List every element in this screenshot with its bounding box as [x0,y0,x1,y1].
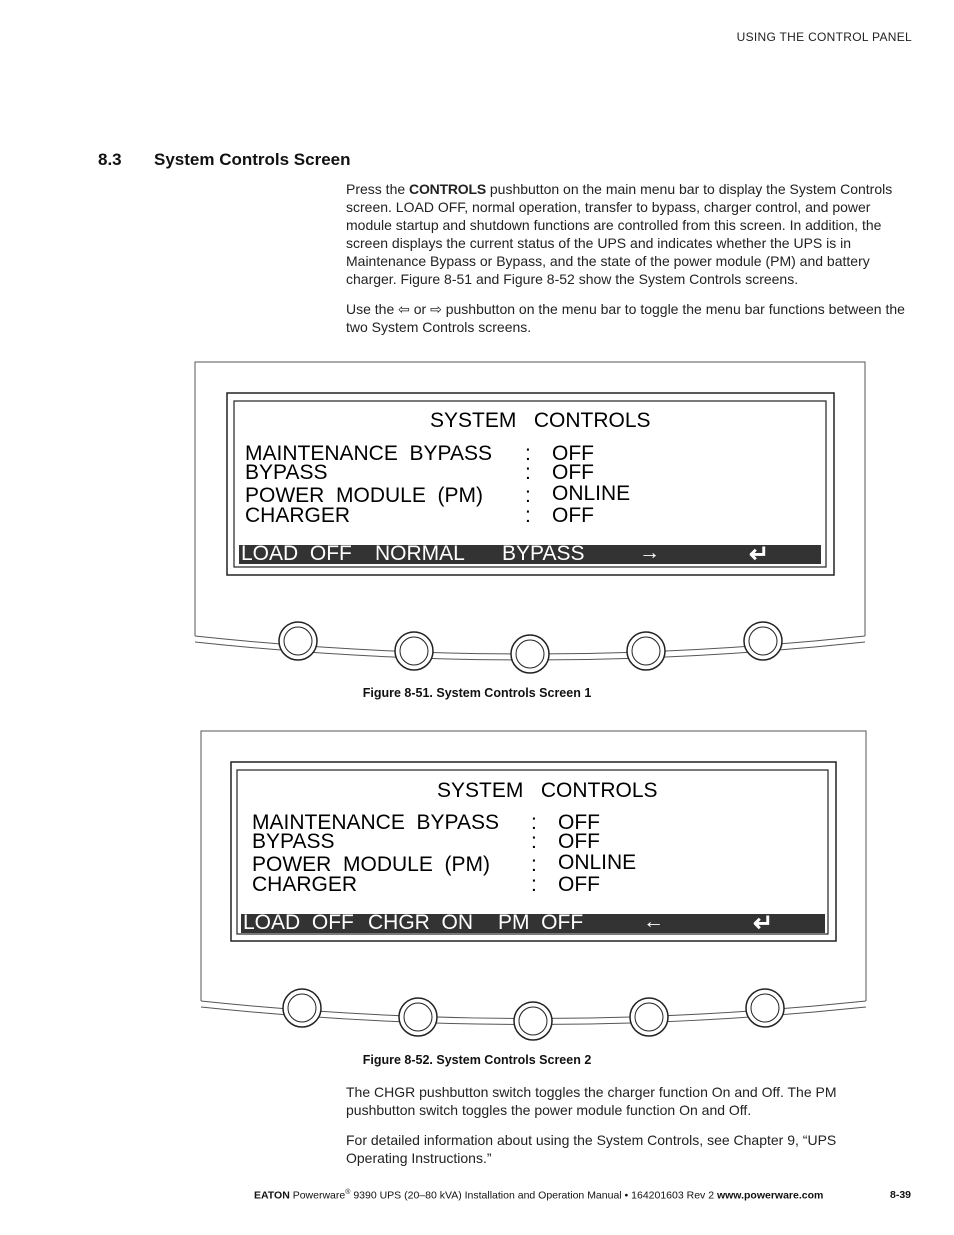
manual-description: 9390 UPS (20–80 kVA) Installation and Operation Manual • 164201603 Rev 2 [350,1189,717,1202]
menu-item-chgr-on[interactable]: CHGR ON [368,914,473,933]
lcd-screen-title: SYSTEM CONTROLS [430,409,651,432]
status-value: OFF [552,461,594,484]
status-colon: : [525,484,531,507]
status-label: POWER MODULE (PM) [245,484,484,507]
registered-mark: ® [345,1189,351,1196]
status-value: OFF [558,811,600,834]
status-value: ONLINE [558,851,637,874]
product-name: Powerware [292,1189,346,1202]
controls-keyword: CONTROLS [409,181,486,197]
left-arrow-icon: ⇦ [398,301,410,317]
left-arrow-icon[interactable]: ← [643,914,664,933]
intro-text: Press the [346,181,410,197]
status-value: OFF [552,442,594,465]
pushbutton-1[interactable] [283,989,321,1027]
pushbutton-2[interactable] [399,998,437,1036]
brand-name: EATON [254,1189,290,1202]
status-label: MAINTENANCE BYPASS [252,811,499,834]
menu-item-normal[interactable]: NORMAL [375,545,465,564]
figure-caption: Figure 8-51. System Controls Screen 1 [362,686,592,700]
pushbutton-5[interactable] [746,989,784,1027]
closing-paragraph-1: The CHGR pushbutton switch toggles the charger function On and Off. The PM pushbutton switch toggles the power module function On and Off. [346,1084,837,1118]
status-colon: : [525,461,531,484]
status-label: POWER MODULE (PM) [252,853,491,876]
menu-item-load-off[interactable]: LOAD OFF [241,545,352,564]
pushbutton-4[interactable] [630,998,668,1036]
intro-text: or [409,301,431,317]
status-colon: : [531,830,537,853]
status-value: OFF [552,504,594,527]
menu-item-pm-off[interactable]: PM OFF [498,914,584,933]
intro-text: Use the [346,301,399,317]
status-label: BYPASS [245,461,328,484]
pushbutton-3[interactable] [514,1002,552,1040]
status-colon: : [531,811,537,834]
enter-icon[interactable]: ↵ [753,914,774,933]
status-value: ONLINE [552,482,631,505]
status-colon: : [525,504,531,527]
menu-item-load-off[interactable]: LOAD OFF [243,914,354,933]
right-arrow-icon[interactable]: → [639,545,660,564]
lcd-screen-title: SYSTEM CONTROLS [437,779,658,802]
intro-text: pushbutton on the menu bar to toggle the menu bar functions between the two System Controls screens. [346,301,905,335]
menu-item-bypass[interactable]: BYPASS [502,545,585,564]
section-number: 8.3 [98,150,122,169]
running-header: USING THE CONTROL PANEL [736,30,912,44]
right-arrow-icon: ⇨ [430,301,442,317]
closing-paragraph-2: For detailed information about using the System Controls, see Chapter 9, “UPS Operating Instructions.” [346,1132,837,1166]
lcd-menu-bar [241,914,825,933]
status-colon: : [531,853,537,876]
website-link[interactable]: www.powerware.com [716,1189,824,1202]
footer-text [254,1189,823,1202]
status-label: BYPASS [252,830,335,853]
figure-caption: Figure 8-52. System Controls Screen 2 [362,1053,592,1067]
status-value: OFF [558,830,600,853]
status-colon: : [525,442,531,465]
page-number: 8-39 [890,1189,912,1201]
status-label: CHARGER [252,873,358,896]
status-label: CHARGER [245,504,351,527]
enter-icon[interactable]: ↵ [749,545,770,564]
status-label: MAINTENANCE BYPASS [245,442,492,465]
status-value: OFF [558,873,600,896]
section-title: System Controls Screen [154,150,351,169]
intro-text: pushbutton on the main menu bar to display the System Controls screen. LOAD OFF, normal operation, transfer to bypass, charger control, and power module startup and shutdown functions are controlled from this screen. In addition, the screen displays the current status of the UPS and indicates whether the UPS is in Maintenance Bypass or Bypass, and the state of the power module (PM) and battery charger. Figure 8-51 and Figure 8-52 show the System Controls screens. [346,181,893,287]
status-colon: : [531,873,537,896]
